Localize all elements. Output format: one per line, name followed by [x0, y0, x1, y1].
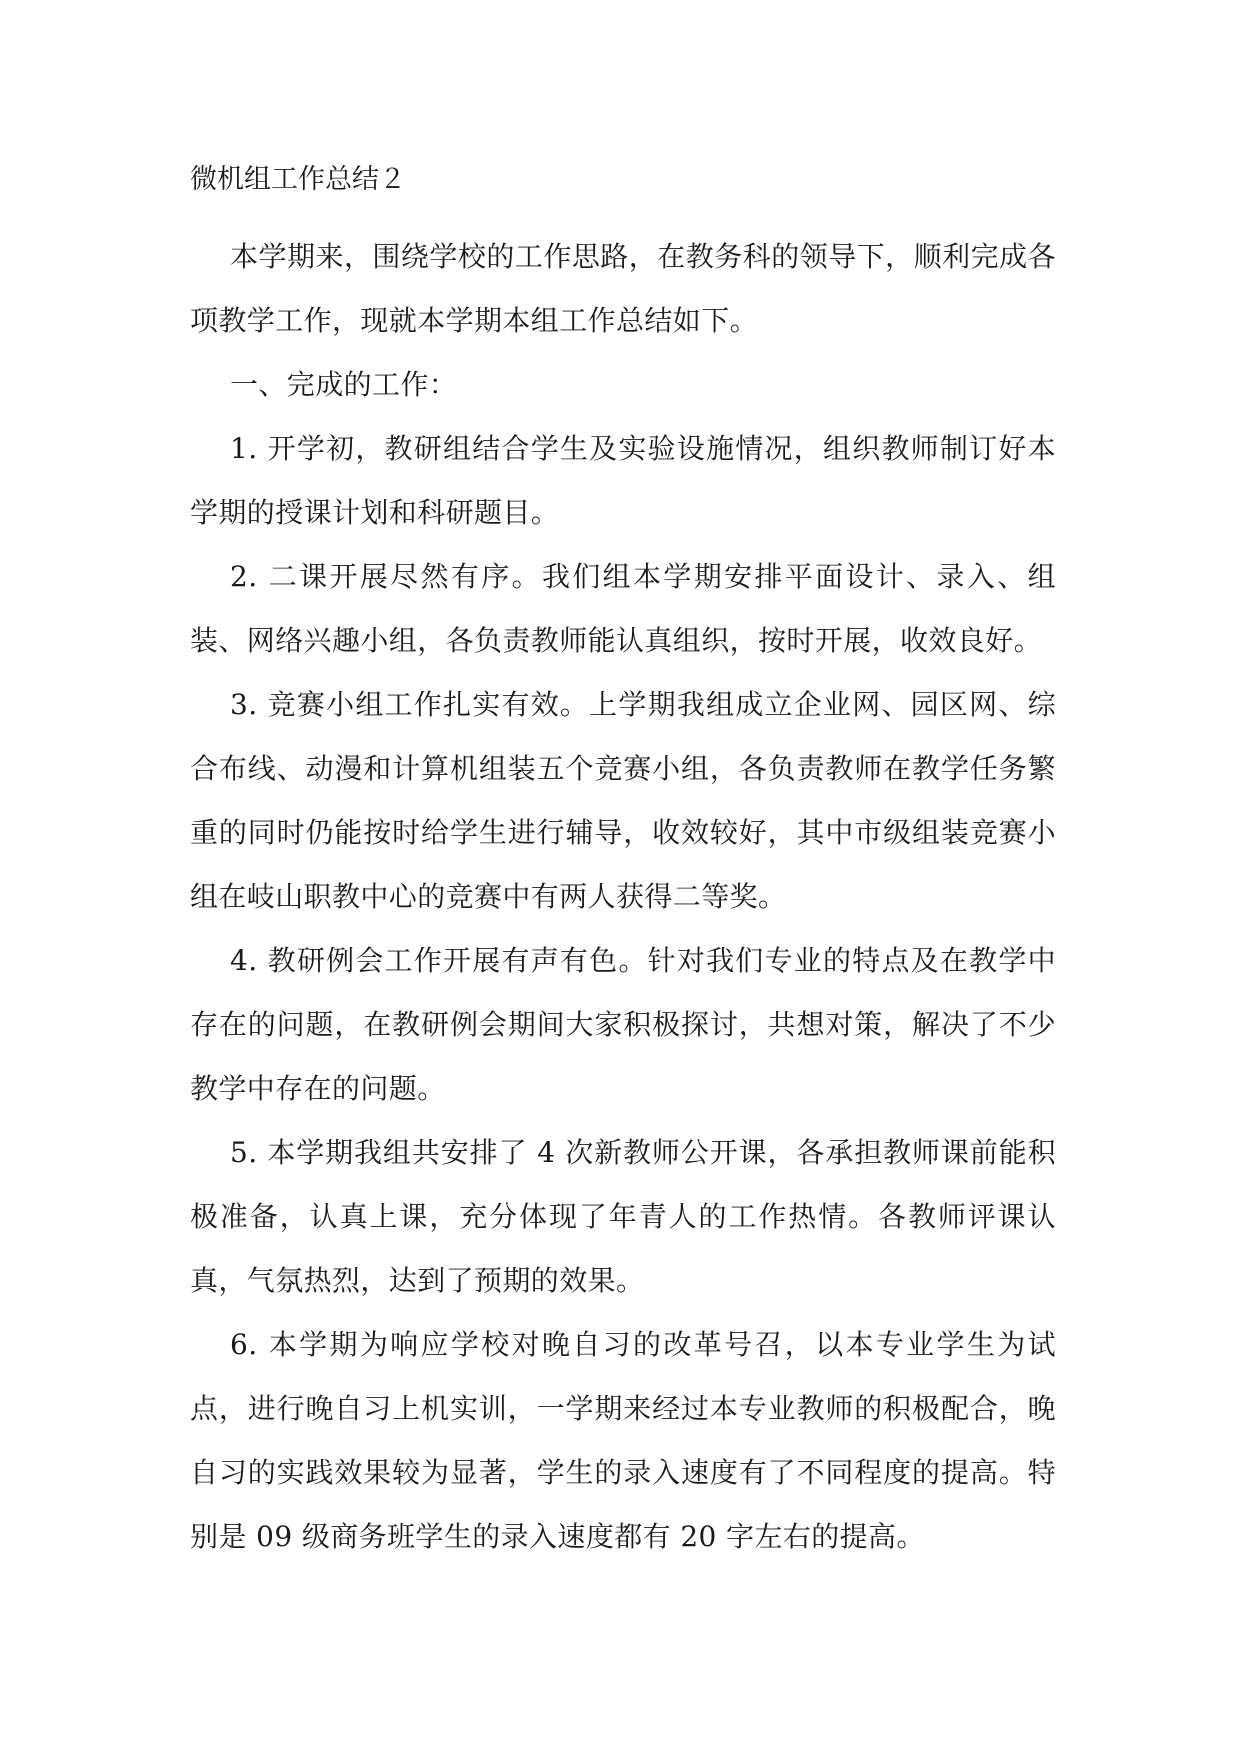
document-body [190, 160, 1056, 1569]
paragraph-intro: 本学期来，围绕学校的工作思路，在教务科的领导下，顺利完成各项教学工作，现就本学期本组工作总结如下。 [190, 240, 1056, 337]
paragraph-item-2: 2. 二课开展尽然有序。我们组本学期安排平面设计、录入、组装、网络兴趣小组，各负责教师能认真组织，按时开展，收效良好。 [190, 560, 1056, 657]
paragraph-item-1: 1. 开学初，教研组结合学生及实验设施情况，组织教师制订好本学期的授课计划和科研题目。 [190, 432, 1056, 529]
paragraph-item-4: 4. 教研例会工作开展有声有色。针对我们专业的特点及在教学中存在的问题，在教研例会期间大家积极探讨，共想对策，解决了不少教学中存在的问题。 [190, 944, 1056, 1105]
document-title: 微机组工作总结２ [190, 164, 406, 195]
paragraph-item-3: 3. 竞赛小组工作扎实有效。上学期我组成立企业网、园区网、综合布线、动漫和计算机组装五个竞赛小组，各负责教师在教学任务繁重的同时仍能按时给学生进行辅导，收效较好，其中市级组装竞赛小组在岐山职教中心的竞赛中有两人获得二等奖。 [190, 688, 1056, 913]
section-heading-completed-work: 一、完成的工作： [230, 368, 458, 401]
paragraph-item-5: 5. 本学期我组共安排了 4 次新教师公开课，各承担教师课前能积极准备，认真上课，充分体现了年青人的工作热情。各教师评课认真，气氛热烈，达到了预期的效果。 [190, 1136, 1056, 1297]
paragraph-item-6: 6. 本学期为响应学校对晚自习的改革号召，以本专业学生为试点，进行晚自习上机实训，一学期来经过本专业教师的积极配合，晚自习的实践效果较为显著，学生的录入速度有了不同程度的提高。特别是 09 级商务班学生的录入速度都有 20 字左右的提高。 [190, 1328, 1056, 1553]
